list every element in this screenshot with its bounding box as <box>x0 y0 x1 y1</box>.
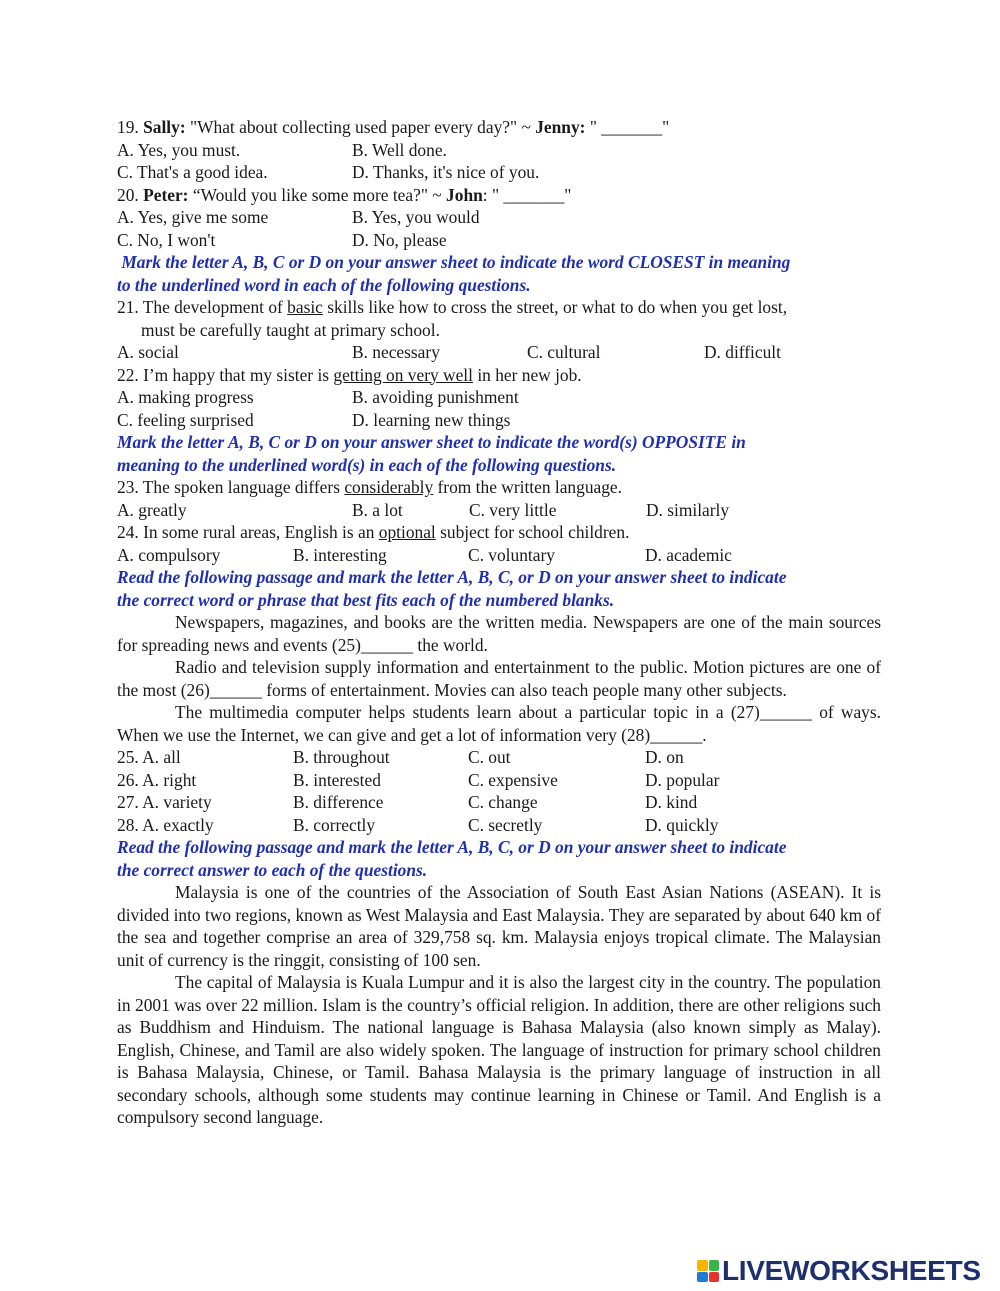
question-text: skills like how to cross the street, or what to do when you get lost, <box>322 297 788 317</box>
option-c: C. secretly <box>468 814 543 835</box>
options-row <box>117 206 881 229</box>
speaker-jenny: Jenny: <box>535 117 586 137</box>
option-a: 28. A. exactly <box>117 814 214 835</box>
options-row <box>117 341 881 364</box>
answer-blank: : " _______" <box>482 184 572 205</box>
question-21-continued <box>117 319 881 342</box>
option-b: B. throughout <box>293 747 390 767</box>
underlined-word: optional <box>378 522 436 542</box>
liveworksheets-logo <box>697 1255 981 1287</box>
option-d: D. No, please <box>352 229 447 250</box>
speaker-peter: Peter: <box>143 184 189 205</box>
options-row-26 <box>117 769 881 792</box>
option-c: C. change <box>468 792 538 812</box>
option-b: B. correctly <box>293 814 376 835</box>
instruction-closest <box>117 251 881 274</box>
question-21 <box>117 296 881 319</box>
logo-text: LIVEWORKSHEETS <box>722 1255 981 1286</box>
question-text: 22. I’m happy that my sister is <box>117 364 334 385</box>
option-c: C. No, I won't <box>117 229 216 250</box>
instruction-line: the correct answer to each of the questions. <box>117 859 428 880</box>
instruction-passage-1 <box>117 566 881 589</box>
instruction-line: Read the following passage and mark the letter A, B, C, or D on your answer sheet to indicate <box>117 837 787 857</box>
question-20 <box>117 184 881 207</box>
options-row <box>117 386 881 409</box>
worksheet-page <box>117 116 881 1129</box>
instruction-line: Mark the letter A, B, C or D on your answer sheet to indicate the word CLOSEST in meaning <box>117 252 791 272</box>
option-b: B. difference <box>293 792 384 812</box>
options-row-27 <box>117 791 881 814</box>
instruction-passage-2 <box>117 859 881 882</box>
option-c: C. voluntary <box>468 544 555 565</box>
instruction-line: meaning to the underlined word(s) in each of the following questions. <box>117 454 617 475</box>
question-text: subject for school children. <box>435 522 630 542</box>
option-d: D. similarly <box>646 499 730 520</box>
option-d: D. academic <box>645 544 732 565</box>
passage-paragraph: The capital of Malaysia is Kuala Lumpur and it is also the largest city in the country. The population in 2001 was over 22 million. Islam is the country’s official religion. In addition, there are other religions such as Buddhism and Hinduism. The national language is Bahasa Malaysia (also known simply as Malay). English, Chinese, and Tamil are also widely spoken. The language of instruction for primary school children is Bahasa Malaysia, Chinese, or Tamil. Bahasa Malaysia is the primary language of instruction in all secondary schools, although some students may continue learning in Chinese or Tamil. And English is a compulsory second language. <box>117 972 881 1127</box>
option-d: D. quickly <box>645 814 719 835</box>
option-c: C. cultural <box>527 342 601 362</box>
option-d: D. on <box>645 747 684 767</box>
question-text: 24. In some rural areas, English is an <box>117 522 379 542</box>
question-23 <box>117 476 881 499</box>
question-text: must be carefully taught at primary school. <box>141 319 440 340</box>
underlined-word: getting on very well <box>333 364 473 385</box>
options-row <box>117 499 881 522</box>
option-d: D. difficult <box>704 342 781 362</box>
question-text: from the written language. <box>433 477 622 497</box>
option-a: A. compulsory <box>117 544 221 565</box>
passage-paragraph: Radio and television supply information and entertainment to the public. Motion pictures are one of the most (26)______ forms of entertainment. Movies can also teach people many other subjects. <box>117 657 881 700</box>
instruction-opposite <box>117 431 881 454</box>
logo-icon <box>697 1260 719 1282</box>
question-24 <box>117 521 881 544</box>
option-a: A. greatly <box>117 499 187 520</box>
instruction-closest <box>117 274 881 297</box>
speaker-sally: Sally: <box>143 117 186 137</box>
option-c: C. out <box>468 747 511 767</box>
option-a: 25. A. all <box>117 747 181 767</box>
passage-paragraph: The multimedia computer helps students learn about a particular topic in a (27)______ of ways. When we use the Internet, we can give and get a lot of information very (28)______. <box>117 702 881 745</box>
options-row <box>117 161 881 184</box>
question-text: in her new job. <box>472 364 582 385</box>
options-row-25 <box>117 746 881 769</box>
instruction-line: to the underlined word in each of the following questions. <box>117 274 531 295</box>
option-d: D. popular <box>645 769 720 790</box>
option-a: A. Yes, give me some <box>117 207 269 227</box>
question-text: 21. The development of <box>117 297 288 317</box>
instruction-line: Mark the letter A, B, C or D on your answer sheet to indicate the word(s) OPPOSITE in <box>117 432 746 452</box>
options-row <box>117 229 881 252</box>
option-a: A. Yes, you must. <box>117 139 241 160</box>
options-row <box>117 409 881 432</box>
passage-paragraph: Newspapers, magazines, and books are the written media. Newspapers are one of the main sources for spreading news and events (25)______ the world. <box>117 612 881 655</box>
option-a: 27. A. variety <box>117 792 212 812</box>
question-text: "What about collecting used paper every day?" ~ <box>190 117 531 137</box>
option-c: C. expensive <box>468 769 558 790</box>
instruction-passage-1 <box>117 589 881 612</box>
option-a: 26. A. right <box>117 769 197 790</box>
option-c: C. feeling surprised <box>117 409 254 430</box>
option-b: B. interested <box>293 769 381 790</box>
question-19 <box>117 116 881 139</box>
instruction-opposite <box>117 454 881 477</box>
option-d: D. Thanks, it's nice of you. <box>352 162 540 182</box>
question-number: 19. <box>117 117 139 137</box>
option-a: A. social <box>117 342 179 362</box>
question-22 <box>117 364 881 387</box>
question-text: 23. The spoken language differs <box>117 477 345 497</box>
option-b: B. necessary <box>352 342 440 362</box>
options-row-28 <box>117 814 881 837</box>
options-row <box>117 544 881 567</box>
option-d: D. kind <box>645 792 698 812</box>
underlined-word: basic <box>287 297 323 317</box>
options-row <box>117 139 881 162</box>
option-b: B. interesting <box>293 544 387 565</box>
option-b: B. a lot <box>352 499 403 520</box>
question-number: 20. <box>117 184 139 205</box>
instruction-passage-2 <box>117 836 881 859</box>
option-b: B. Well done. <box>352 139 447 160</box>
option-a: A. making progress <box>117 387 254 407</box>
option-b: B. Yes, you would <box>352 207 480 227</box>
underlined-word: considerably <box>344 477 434 497</box>
question-text: “Would you like some more tea?" ~ <box>192 184 442 205</box>
option-d: D. learning new things <box>352 409 511 430</box>
instruction-line: Read the following passage and mark the letter A, B, C, or D on your answer sheet to indicate <box>117 567 787 587</box>
option-b: B. avoiding punishment <box>352 387 519 407</box>
instruction-line: the correct word or phrase that best fits each of the numbered blanks. <box>117 589 615 610</box>
answer-blank: " _______" <box>589 117 670 137</box>
option-c: C. very little <box>469 499 557 520</box>
option-c: C. That's a good idea. <box>117 162 268 182</box>
passage-paragraph: Malaysia is one of the countries of the Association of South East Asian Nations (ASEAN). It is divided into two regions, known as West Malaysia and East Malaysia. They are separated by about 640 km of the sea and together comprise an area of 329,758 sq. km. Malaysia enjoys tropical climate. The Malaysian unit of currency is the ringgit, consisting of 100 sen. <box>117 882 881 970</box>
speaker-john: John <box>446 184 483 205</box>
